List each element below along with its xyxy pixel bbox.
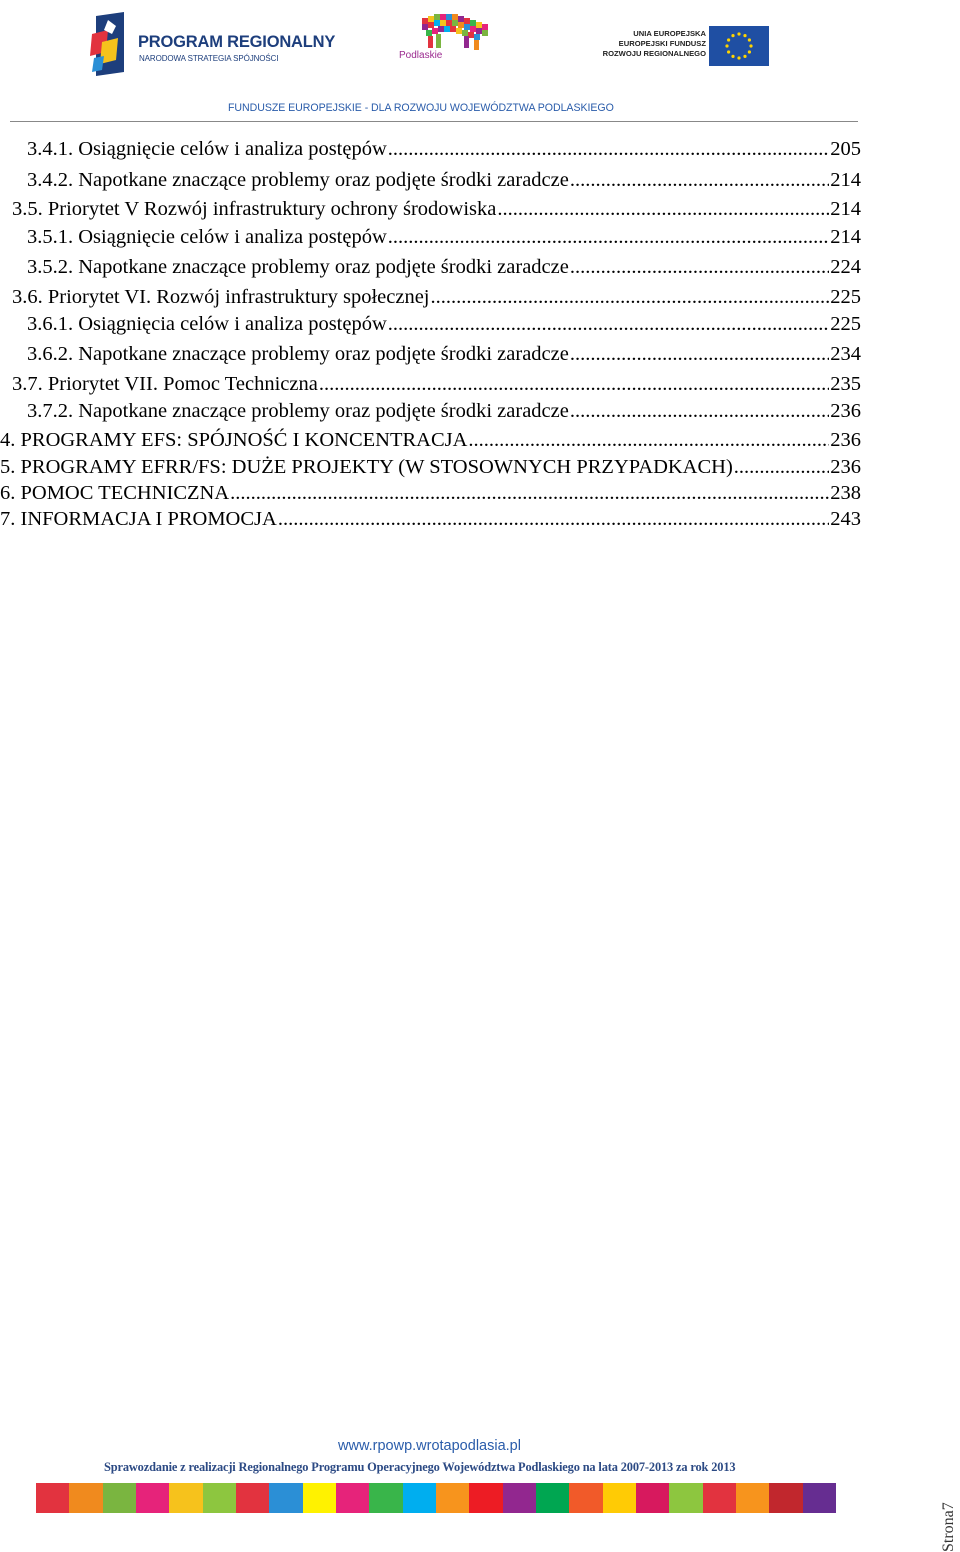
toc-entry[interactable] bbox=[12, 284, 861, 310]
program-title: PROGRAM REGIONALNY bbox=[138, 33, 336, 51]
toc-entry-title: 3.5.2. Napotkane znaczące problemy oraz podjęte środki zaradcze bbox=[27, 256, 569, 278]
footer-color-segment bbox=[403, 1483, 436, 1513]
toc-entry-page: 205 bbox=[830, 138, 861, 160]
toc-leader bbox=[734, 454, 829, 480]
footer-color-segment bbox=[203, 1483, 236, 1513]
toc-leader bbox=[319, 371, 829, 397]
toc-entry-page: 236 bbox=[830, 400, 861, 422]
toc-entry-title: 3.6.2. Napotkane znaczące problemy oraz podjęte środki zaradcze bbox=[27, 343, 569, 365]
toc-entry-page: 234 bbox=[830, 343, 861, 365]
eu-fund-text bbox=[603, 29, 706, 59]
footer-color-segment bbox=[36, 1483, 69, 1513]
toc-entry[interactable] bbox=[12, 196, 861, 222]
page-number: Strona7 bbox=[940, 1502, 957, 1552]
toc-entry-title: 6. POMOC TECHNICZNA bbox=[0, 482, 230, 504]
toc-entry[interactable] bbox=[27, 254, 861, 280]
toc-leader bbox=[388, 136, 829, 162]
toc-leader bbox=[230, 480, 829, 506]
toc-entry-title: 3.4.1. Osiągnięcie celów i analiza postępów bbox=[27, 138, 387, 160]
eu-line-2: EUROPEJSKI FUNDUSZ bbox=[618, 39, 706, 48]
footer-color-segment bbox=[503, 1483, 536, 1513]
toc-entry[interactable] bbox=[0, 454, 861, 480]
region-label: Podlaskie bbox=[399, 50, 443, 61]
toc-entry[interactable] bbox=[27, 136, 861, 162]
toc-leader bbox=[431, 284, 830, 310]
footer-color-segment bbox=[103, 1483, 136, 1513]
header-divider bbox=[10, 121, 858, 122]
toc-entry-title: 7. INFORMACJA I PROMOCJA bbox=[0, 508, 277, 530]
toc-entry-title: 3.6.1. Osiągnięcia celów i analiza postępów bbox=[27, 313, 387, 335]
toc-entry[interactable] bbox=[27, 167, 861, 193]
eu-logo bbox=[600, 24, 772, 68]
toc-entry-title: 3.7.2. Napotkane znaczące problemy oraz podjęte środki zaradcze bbox=[27, 400, 569, 422]
toc-leader bbox=[278, 506, 829, 532]
toc-entry[interactable] bbox=[27, 398, 861, 424]
toc-entry-title: 3.7. Priorytet VII. Pomoc Techniczna bbox=[12, 373, 318, 395]
footer-color-segment bbox=[569, 1483, 602, 1513]
toc-entry-page: 243 bbox=[830, 508, 861, 530]
footer-color-segment bbox=[136, 1483, 169, 1513]
toc-leader bbox=[570, 398, 829, 424]
footer-color-segment bbox=[236, 1483, 269, 1513]
toc-entry-page: 236 bbox=[830, 429, 861, 451]
program-regionalny-logo bbox=[88, 12, 336, 76]
toc-entry-page: 225 bbox=[830, 313, 861, 335]
toc-entry[interactable] bbox=[0, 506, 861, 532]
footer-color-segment bbox=[636, 1483, 669, 1513]
toc-entry-title: 3.5. Priorytet V Rozwój infrastruktury ochrony środowiska bbox=[12, 198, 497, 220]
eu-flag-icon bbox=[709, 26, 769, 66]
footer-color-band bbox=[36, 1483, 836, 1513]
toc-leader bbox=[388, 311, 829, 337]
toc-entry[interactable] bbox=[0, 427, 861, 453]
toc-entry[interactable] bbox=[12, 371, 861, 397]
footer-color-segment bbox=[736, 1483, 769, 1513]
footer-color-segment bbox=[369, 1483, 402, 1513]
footer-report-title: Sprawozdanie z realizacji Regionalnego Programu Operacyjnego Województwa Podlaskiego na lata 2007-2013 za rok 2013 bbox=[104, 1460, 736, 1474]
footer-url-link[interactable]: www.rpowp.wrotapodlasia.pl bbox=[338, 1438, 521, 1454]
footer-color-segment bbox=[469, 1483, 502, 1513]
eu-line-1: UNIA EUROPEJSKA bbox=[633, 29, 706, 38]
page-header bbox=[0, 0, 960, 125]
program-regionalny-mark-icon bbox=[88, 12, 132, 76]
toc-entry-title: 3.6. Priorytet VI. Rozwój infrastruktury społecznej bbox=[12, 286, 430, 308]
toc-entry-title: 3.4.2. Napotkane znaczące problemy oraz podjęte środki zaradcze bbox=[27, 169, 569, 191]
footer-color-segment bbox=[703, 1483, 736, 1513]
footer-color-segment bbox=[803, 1483, 836, 1513]
toc-entry-title: 4. PROGRAMY EFS: SPÓJNOŚĆ I KONCENTRACJA bbox=[0, 429, 468, 451]
footer-color-segment bbox=[769, 1483, 802, 1513]
toc-entry-page: 235 bbox=[830, 373, 861, 395]
footer-color-segment bbox=[169, 1483, 202, 1513]
toc-leader bbox=[570, 254, 829, 280]
footer-color-segment bbox=[536, 1483, 569, 1513]
toc-entry[interactable] bbox=[27, 311, 861, 337]
footer-color-segment bbox=[436, 1483, 469, 1513]
footer-color-segment bbox=[69, 1483, 102, 1513]
toc-entry[interactable] bbox=[27, 224, 861, 250]
footer-color-segment bbox=[336, 1483, 369, 1513]
toc-entry-page: 236 bbox=[830, 456, 861, 478]
toc-leader bbox=[497, 196, 829, 222]
program-subtitle: NARODOWA STRATEGIA SPÓJNOŚCI bbox=[139, 54, 279, 63]
toc-entry-title: 5. PROGRAMY EFRR/FS: DUŻE PROJEKTY (W STOSOWNYCH PRZYPADKACH) bbox=[0, 456, 733, 478]
footer-color-segment bbox=[669, 1483, 702, 1513]
footer-color-segment bbox=[303, 1483, 336, 1513]
toc-leader bbox=[570, 341, 829, 367]
toc-entry-page: 238 bbox=[830, 482, 861, 504]
eu-line-3: ROZWOJU REGIONALNEGO bbox=[602, 49, 706, 58]
podlaskie-logo bbox=[396, 12, 506, 68]
toc-entry[interactable] bbox=[0, 480, 861, 506]
footer-color-segment bbox=[269, 1483, 302, 1513]
toc-entry-page: 214 bbox=[830, 226, 861, 248]
toc-entry-page: 224 bbox=[830, 256, 861, 278]
bison-mosaic-icon bbox=[396, 12, 506, 52]
toc-entry-page: 214 bbox=[830, 169, 861, 191]
toc-leader bbox=[570, 167, 829, 193]
toc-entry-page: 225 bbox=[830, 286, 861, 308]
toc-leader bbox=[468, 427, 829, 453]
toc-entry-title: 3.5.1. Osiągnięcie celów i analiza postępów bbox=[27, 226, 387, 248]
toc-entry[interactable] bbox=[27, 341, 861, 367]
header-tagline: FUNDUSZE EUROPEJSKIE - DLA ROZWOJU WOJEWÓDZTWA PODLASKIEGO bbox=[228, 102, 614, 114]
footer-color-segment bbox=[603, 1483, 636, 1513]
toc-entry-page: 214 bbox=[830, 198, 861, 220]
toc-leader bbox=[388, 224, 829, 250]
